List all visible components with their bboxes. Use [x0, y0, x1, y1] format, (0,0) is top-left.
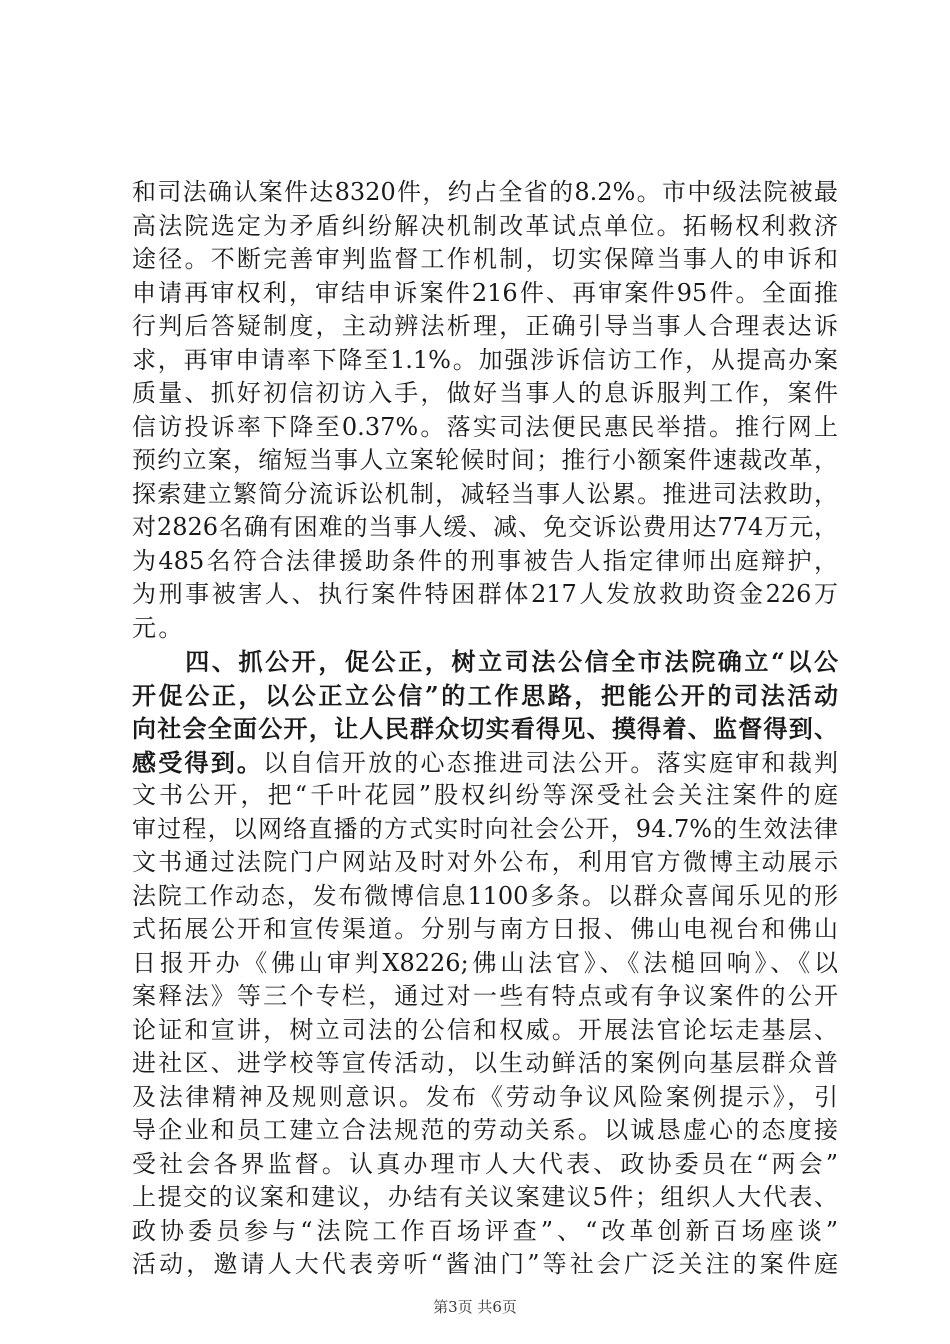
- paragraph-line: 质量、抓好初信初访入手，做好当事人的息诉服判工作，案件: [132, 379, 838, 407]
- paragraph-line: 元。: [132, 613, 185, 642]
- paragraph-line: 信访投诉率下降至0.37%。落实司法便民惠民举措。推行网上: [132, 412, 838, 441]
- section-heading-tail: 感受得到。: [132, 747, 264, 777]
- paragraph-line: 探索建立繁简分流诉讼机制，减轻当事人讼累。推进司法救助，: [132, 479, 838, 508]
- paragraph-line: 求，再审申请率下降至1.1%。加强涉诉信访工作，从提高办案: [132, 345, 838, 374]
- paragraph-line: 和司法确认案件达8320件，约占全省的8.2%。市中级法院被最: [132, 178, 838, 206]
- section-heading-line: 四、抓公开，促公正，树立司法公信全市法院确立“以公: [132, 647, 838, 676]
- paragraph-line: 进社区、进学校等宣传活动，以生动鲜活的案例向基层群众普: [132, 1049, 838, 1077]
- paragraph-line: 法院工作动态，发布微博信息1100多条。以群众喜闻乐见的形: [132, 881, 838, 910]
- paragraph-line: 政协委员参与“法院工作百场评查”、“改革创新百场座谈”: [132, 1216, 838, 1245]
- section-heading-line: 开促公正，以公正立公信”的工作思路，把能公开的司法活动: [132, 680, 838, 710]
- paragraph-line: 为485名符合法律援助条件的刑事被告人指定律师出庭辩护，: [132, 546, 838, 575]
- paragraph-line: 式拓展公开和宣传渠道。分别与南方日报、佛山电视台和佛山: [132, 915, 838, 943]
- paragraph-line: 日报开办《佛山审判X8226;佛山法官》、《法槌回响》、《以: [132, 948, 838, 977]
- paragraph-line: 途径。不断完善审判监督工作机制，切实保障当事人的申诉和: [132, 245, 838, 273]
- paragraph-line: 审过程，以网络直播的方式实时向社会公开，94.7%的生效法律: [132, 814, 838, 843]
- section-text-start: 以自信开放的心态推进司法公开。落实庭审和裁判: [263, 748, 839, 777]
- paragraph-line: 高法院选定为矛盾纠纷解决机制改革试点单位。拓畅权利救济: [132, 211, 838, 240]
- section-heading-line: 向社会全面公开，让人民群众切实看得见、摸得着、监督得到、: [132, 714, 838, 743]
- paragraph-line: 论证和宣讲，树立司法的公信和权威。开展法官论坛走基层、: [132, 1015, 838, 1044]
- document-body: [132, 176, 838, 1282]
- paragraph-line: 预约立案，缩短当事人立案轮候时间；推行小额案件速裁改革，: [132, 446, 838, 474]
- paragraph-line: 受社会各界监督。认真办理市人大代表、政协委员在“两会”: [132, 1149, 838, 1178]
- paragraph-line: 上提交的议案和建议，办结有关议案建议5件；组织人大代表、: [132, 1183, 838, 1211]
- paragraph-line: 申请再审权利，审结申诉案件216件、再审案件95件。全面推: [132, 278, 838, 307]
- paragraph-line: 行判后答疑制度，主动辨法析理，正确引导当事人合理表达诉: [132, 312, 838, 340]
- paragraph-line: 对2826名确有困难的当事人缓、减、免交诉讼费用达774万元，: [132, 513, 838, 541]
- paragraph-line: 文书通过法院门户网站及时对外公布，利用官方微博主动展示: [132, 848, 838, 876]
- paragraph-line: 及法律精神及规则意识。发布《劳动争议风险案例提示》，引: [132, 1082, 838, 1111]
- paragraph-line: 为刑事被害人、执行案件特困群体217人发放救助资金226万: [132, 580, 838, 608]
- paragraph-line: 案释法》等三个专栏，通过对一些有特点或有争议案件的公开: [132, 982, 838, 1010]
- page-number-footer: 第3页 共6页: [433, 1298, 517, 1316]
- paragraph-line: 导企业和员工建立合法规范的劳动关系。以诚恳虚心的态度接: [132, 1116, 838, 1144]
- section-mixed-line: [132, 746, 838, 780]
- paragraph-line: 文书公开，把“千叶花园”股权纠纷等深受社会关注案件的庭: [132, 781, 838, 809]
- paragraph-line: 活动，邀请人大代表旁听“酱油门”等社会广泛关注的案件庭: [132, 1250, 838, 1278]
